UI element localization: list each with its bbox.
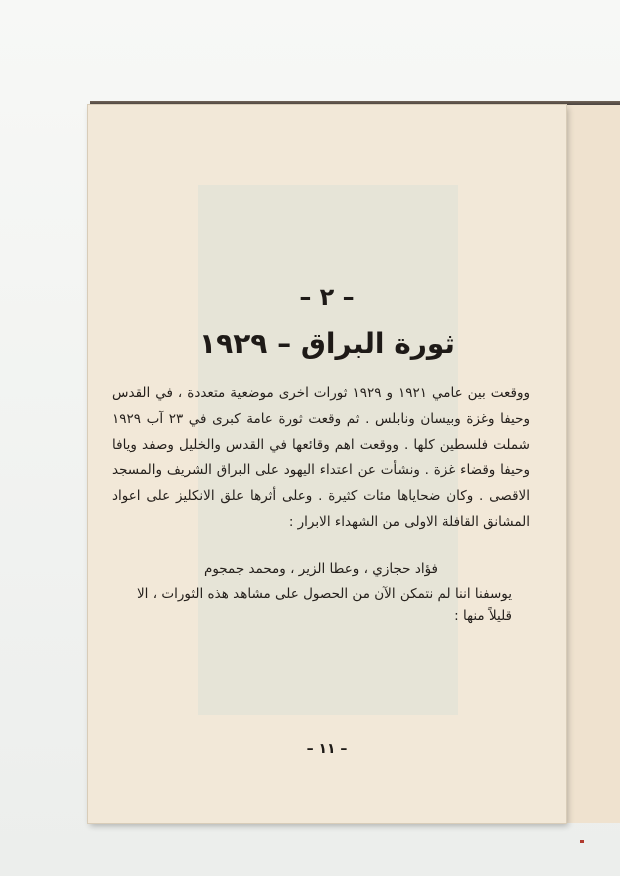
page-number: – ١١ –: [306, 741, 348, 757]
body-paragraph: ووقعت بين عامي ١٩٢١ و ١٩٢٩ ثورات اخرى موضعية متعددة ، في القدس وحيفا وغزة وبيسان ونابلس . ثم وقعت ثورة عامة كبرى في ٢٣ آب ١٩٢٩ شملت فلسطين كلها . ووقعت اهم وقائعها في القدس والخليل وصفد ويافا وحيفا وقضاء غزة . ونشأت عن اعتداء اليهود على البراق الشريف والمسجد الاقصى . وكان ضحاياها مئات كثيرة . وعلى أثرها علق الانكليز على اعواد المشانق القافلة الاولى من الشهداء الابرار :: [112, 385, 530, 530]
book-page: [88, 105, 566, 823]
chapter-number: – ٢ –: [299, 283, 355, 311]
martyrs-names: فؤاد حجازي ، وعطا الزير ، ومحمد جمجوم: [203, 561, 439, 577]
chapter-title: ثورة البراق – ١٩٢٩: [199, 327, 455, 360]
closing-paragraph: يوسفنا اننا لم نتمكن الآن من الحصول على مشاهد هذه الثورات ، الا قليلاً منها :: [136, 586, 512, 624]
adjacent-page-edge: [566, 105, 620, 823]
scan-mark: [580, 840, 584, 843]
